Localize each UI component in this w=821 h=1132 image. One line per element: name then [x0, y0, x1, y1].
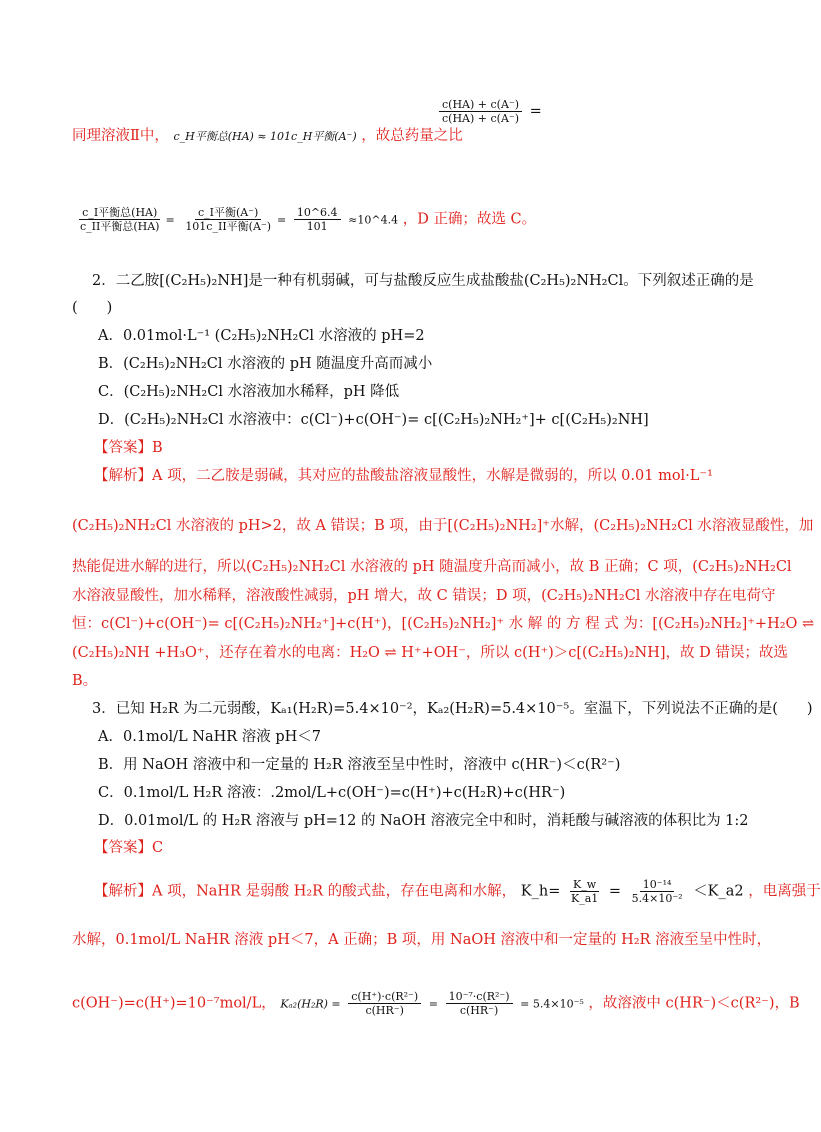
q2-analysis-6: (C₂H₅)₂NH +H₃O⁺，还存在着水的电离：H₂O ⇌ H⁺+OH⁻，所以 c(H⁺)＞c[(C₂H₅)₂NH]，故 D 错误；故选 [72, 645, 788, 661]
analysis-tag: 【解析】 [94, 468, 152, 484]
kh-fraction-2: $\frac{\text{10⁻¹⁴}}{\text{5.4×10⁻²}}$ [631, 878, 683, 905]
conclusion-text: ，D 正确；故选 C。 [402, 211, 537, 228]
q2-option-b: B．(C₂H₅)₂NH₂Cl 水溶液的 pH 随温度升高而减小 [98, 356, 433, 372]
ratio-fraction: $\frac{c(HA) + c(A^-)}{c(HA) + c(A^-)}$ [439, 98, 522, 125]
fraction-2: $\frac{\text{c\_I平衡(A⁻)}}{\text{101c\_II平衡(A⁻)}}$ [185, 206, 271, 233]
answer-value: C [152, 840, 164, 856]
ratio-value: ≈10^4.4 [348, 213, 399, 227]
q3-analysis-2: 水解，0.1mol/L NaHR 溶液 pH＜7，A 正确；B 项，用 NaOH 溶液中和一定量的 H₂R 溶液至呈中性时， [72, 932, 772, 948]
q2-analysis-4: 水溶液显酸性，加水稀释，溶液酸性减弱，pH 增大，故 C 错误；D 项，(C₂H₅)₂NH₂Cl 水溶液中存在电荷守 [72, 588, 776, 604]
fraction-1: $\frac{\text{c\_I平衡总(HA)}}{\text{c\_II平衡总(HA)}}$ [80, 206, 160, 233]
answer-tag: 【答案】 [94, 440, 152, 456]
continuation-prefix: 同理溶液Ⅱ中， [72, 128, 169, 144]
ka2-fraction: $\frac{\text{c(H⁺)·c(R²⁻)}}{c(HR^-)}$ [348, 990, 421, 1017]
q2-paren: ( ) [72, 300, 113, 316]
q3-option-c: C．0.1mol/L H₂R 溶液：.2mol/L+c(OH⁻)=c(H⁺)+c(H₂R)+c(HR⁻) [98, 785, 566, 801]
q2-analysis-7: B。 [72, 673, 98, 689]
kh-fraction: $\frac{K\_w}{K\_a1}$ [570, 878, 599, 905]
fraction-3: $\frac{10\^{}6.4}{101}$ [294, 206, 341, 233]
q2-stem: 2．二乙胺[(C₂H₅)₂NH]是一种有机弱碱，可与盐酸反应生成盐酸盐(C₂H₅)₂NH₂Cl。下列叙述正确的是 [92, 273, 754, 289]
ka2-fraction-2: $\frac{\text{10⁻⁷·c(R²⁻)}}{c(HR^-)}$ [446, 990, 513, 1017]
q2-analysis-2: (C₂H₅)₂NH₂Cl 水溶液的 pH>2，故 A 错误；B 项，由于[(C₂H₅)₂NH₂]⁺水解，(C₂H₅)₂NH₂Cl 水溶液显酸性，加 [72, 518, 814, 534]
analysis-tag: 【解析】 [94, 883, 152, 900]
q2-option-d: D．(C₂H₅)₂NH₂Cl 水溶液中：c(Cl⁻)+c(OH⁻)= c[(C₂H₅)₂NH₂⁺]+ c[(C₂H₅)₂NH] [98, 412, 649, 428]
answer-tag: 【答案】 [94, 840, 152, 856]
q3-stem: 3．已知 H₂R 为二元弱酸，Kₐ₁(H₂R)=5.4×10⁻²，Kₐ₂(H₂R)=5.4×10⁻⁵。室温下，下列说法不正确的是( ) [92, 701, 813, 717]
continuation-mid: ，故总药量之比 [361, 128, 463, 144]
q2-option-c: C．(C₂H₅)₂NH₂Cl 水溶液加水稀释，pH 降低 [98, 384, 400, 400]
q2-answer [94, 438, 163, 458]
q2-analysis-3: 热能促进水解的进行，所以(C₂H₅)₂NH₂Cl 水溶液的 pH 随温度升高而减小，故 B 正确；C 项，(C₂H₅)₂NH₂Cl [72, 559, 792, 575]
answer-value: B [152, 440, 163, 456]
q2-analysis-1: 【解析】A 项，二乙胺是弱碱，其对应的盐酸盐溶液显酸性，水解是微弱的，所以 0.01 mol·L⁻¹ [94, 468, 713, 484]
q2-option-a: A．0.01mol·L⁻¹ (C₂H₅)₂NH₂Cl 水溶液的 pH=2 [98, 328, 425, 344]
continuation-line-2: $\frac{\text{c\_I平衡总(HA)}}{\text{c\_II平衡总(HA)}}$ = $\frac{\text{c\_I平衡(A⁻)}}{\text{101c\_II平衡(A⁻)}}$ = $\frac{10\^{}6.4}{101}$ ≈10^4.4 ，D 正确；故选 C。 [74, 206, 536, 233]
q3-analysis-1: 【解析】A 项，NaHR 是弱酸 H₂R 的酸式盐，存在电离和水解， K_h= $\frac{K\_w}{K\_a1}$ = $\frac{\text{10⁻¹⁴}}{\text{5.4×10⁻²}}$ ＜K_a2 ，电离强于 [94, 878, 821, 905]
q2-analysis-5: 恒：c(Cl⁻)+c(OH⁻)= c[(C₂H₅)₂NH₂⁺]+c(H⁺)，[(C₂H₅)₂NH₂]⁺ 水 解 的 方 程 式 为：[(C₂H₅)₂NH₂]⁺+H₂O ⇌ [72, 616, 815, 632]
q3-answer [94, 838, 163, 858]
q3-option-d: D．0.01mol/L 的 H₂R 溶液与 pH=12 的 NaOH 溶液完全中和时，消耗酸与碱溶液的体积比为 1:2 [98, 813, 749, 829]
continuation-formula: c_H平衡总(HA) ≈ 101c_H平衡(A⁻) [173, 130, 357, 143]
q3-option-a: A．0.1mol/L NaHR 溶液 pH＜7 [98, 729, 322, 745]
ratio-fraction-top: $\frac{c(HA) + c(A^-)}{c(HA) + c(A^-)}$ = [436, 98, 542, 125]
q3-option-b: B．用 NaOH 溶液中和一定量的 H₂R 溶液至呈中性时，溶液中 c(HR⁻)＜c(R²⁻) [98, 757, 621, 773]
kh-lhs: K_h= [520, 883, 561, 900]
q3-analysis-3: c(OH⁻)=c(H⁺)=10⁻⁷mol/L， Kₐ₂(H₂R) = $\frac{\text{c(H⁺)·c(R²⁻)}}{c(HR^-)}$ = $\frac{\text{10⁻⁷·c(R²⁻)}}{c(HR^-)}$ = 5.4×10⁻⁵ ，故溶液中 c(HR⁻)＜c(R²⁻)，B [72, 990, 800, 1017]
continuation-line-1 [72, 126, 463, 147]
